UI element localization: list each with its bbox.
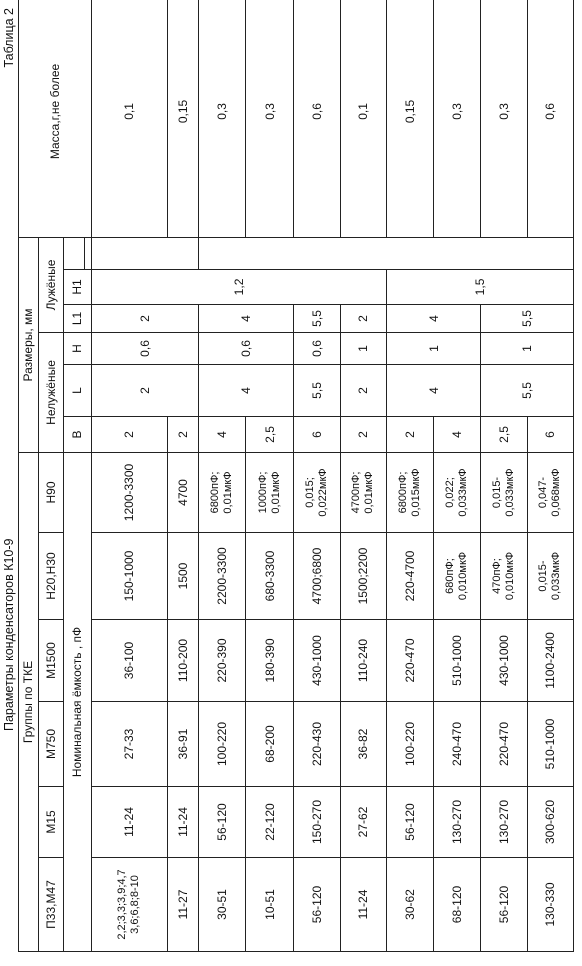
cell-p33-m47: 30-62	[386, 858, 433, 952]
header-mass: Масса,г,не более	[19, 0, 92, 237]
cell-dim-h: 1	[340, 332, 386, 364]
cell-mass: 0,6	[294, 0, 340, 237]
cell-m750: 36-91	[168, 702, 198, 787]
header-nominal-capacity: Номинальная ёмкость , пФ	[64, 452, 91, 951]
header-dim-h: H	[64, 332, 91, 364]
cell-dim-l: 4	[198, 364, 294, 416]
cell-dim-l: 5,5	[294, 364, 340, 416]
cell-h20-h30: 2200-3300	[198, 533, 245, 620]
cell-p33-m47: 11-24	[340, 858, 386, 952]
cell-dim-l1: 5,5	[481, 304, 574, 332]
cell-empty	[198, 237, 573, 269]
cell-m15: 300-620	[527, 787, 573, 858]
cell-b: 4	[434, 416, 481, 452]
cell-m1500: 220-390	[198, 620, 245, 702]
cell-m1500: 1100-2400	[527, 620, 573, 702]
cell-dim-l: 4	[386, 364, 481, 416]
cell-m1500: 220-470	[386, 620, 433, 702]
header-group-m1500: М1500	[38, 620, 63, 702]
cell-h90: 0,015- 0,033мкФ	[491, 468, 517, 517]
header-dim-b: B	[64, 416, 91, 452]
table-number: Таблица 2	[2, 8, 16, 68]
cell-dim-l: 2	[91, 364, 198, 416]
header-group-p33-m47: П33,М47	[38, 858, 63, 952]
cell-p33-m47: 10-51	[245, 858, 293, 952]
cell-m750: 100-220	[386, 702, 433, 787]
cell-dim-h: 0,6	[198, 332, 294, 364]
cell-mass: 0,3	[434, 0, 481, 237]
cell-h20-h30: 680-3300	[245, 533, 293, 620]
header-dim-l1: L1	[64, 304, 91, 332]
cell-mass: 0,1	[340, 0, 386, 237]
cell-p33-m47: 56-120	[481, 858, 527, 952]
cell-mass: 0,6	[527, 0, 573, 237]
cell-p33-m47: 2,2;3,3;3,9;4,7 3,6;6,8;8-10	[116, 869, 142, 940]
cell-dim-l1: 4	[198, 304, 294, 332]
cell-m15: 56-120	[386, 787, 433, 858]
cell-m15: 11-24	[168, 787, 198, 858]
cell-h20-h30: 470пФ; 0,010мкФ	[491, 551, 517, 601]
header-group-h90: Н90	[38, 452, 63, 532]
cell-mass: 0,3	[198, 0, 245, 237]
cell-b: 4	[198, 416, 245, 452]
cell-p33-m47: 30-51	[198, 858, 245, 952]
header-group-m15: М15	[38, 787, 63, 858]
cell-h20-h30: 680пФ; 0,010мкФ	[444, 551, 470, 601]
cell-b: 6	[294, 416, 340, 452]
header-group-m750: М750	[38, 702, 63, 787]
cell-m750: 240-470	[434, 702, 481, 787]
cell-m750: 510-1000	[527, 702, 573, 787]
header-uncoated: Нелужёные	[38, 332, 63, 452]
cell-b: 2	[340, 416, 386, 452]
cell-mass: 0,3	[481, 0, 527, 237]
cell-p33-m47: 130-330	[527, 858, 573, 952]
cell-dim-l: 2	[340, 364, 386, 416]
cell-dim-h: 1	[386, 332, 481, 364]
cell-m15: 56-120	[198, 787, 245, 858]
cell-m1500: 430-1000	[294, 620, 340, 702]
cell-m1500: 110-200	[168, 620, 198, 702]
cell-m1500: 180-390	[245, 620, 293, 702]
cell-dim-l1: 2	[91, 304, 198, 332]
cell-m750: 36-82	[340, 702, 386, 787]
cell-h20-h30: 1500;2200	[340, 533, 386, 620]
table-title: Параметры конденсаторов К10-9	[2, 538, 16, 731]
cell-m15: 150-270	[294, 787, 340, 858]
header-dimensions: Размеры, мм	[19, 237, 39, 452]
cell-h20-h30: 4700;6800	[294, 533, 340, 620]
cell-mass: 0,1	[91, 0, 168, 237]
cell-m15: 11-24	[91, 787, 168, 858]
cell-m15: 22-120	[245, 787, 293, 858]
cell-b: 2,5	[481, 416, 527, 452]
cell-h20-h30: 150-1000	[91, 533, 168, 620]
cell-mass: 0,15	[168, 0, 198, 237]
cell-h20-h30: 0,015- 0,033мкФ	[537, 551, 563, 601]
cell-dim-l1: 5,5	[294, 304, 340, 332]
cell-h90: 0,047- 0,068мкФ	[537, 468, 563, 517]
cell-dim-l1: 4	[386, 304, 481, 332]
cell-m1500: 510-1000	[434, 620, 481, 702]
cell-p33-m47: 11-27	[168, 858, 198, 952]
cell-h90: 0,022; 0,033мкФ	[444, 468, 470, 517]
header-group-h20-h30: Н20,Н30	[38, 533, 63, 620]
cell-b: 2	[386, 416, 433, 452]
cell-m750: 27-33	[91, 702, 168, 787]
cell-m1500: 110-240	[340, 620, 386, 702]
cell-m1500: 430-1000	[481, 620, 527, 702]
cell-b: 2	[168, 416, 198, 452]
header-coated: Лужёные	[38, 237, 63, 332]
cell-dim-h: 0,6	[294, 332, 340, 364]
cell-m750: 220-430	[294, 702, 340, 787]
cell-mass: 0,3	[245, 0, 293, 237]
cell-dim-l1: 2	[340, 304, 386, 332]
cell-m750: 100-220	[198, 702, 245, 787]
cell-m750: 68-200	[245, 702, 293, 787]
cell-h90: 1000пФ; 0,01мкФ	[256, 471, 282, 514]
cell-dim-h: 0,6	[91, 332, 198, 364]
cell-h90: 6800пФ; 0,01мкФ	[208, 471, 234, 514]
header-tke-groups: Группы по ТКЕ	[19, 452, 39, 951]
cell-p33-m47: 56-120	[294, 858, 340, 952]
cell-m15: 130-270	[434, 787, 481, 858]
cell-h90: 6800пФ; 0,015мкФ	[397, 468, 422, 517]
cell-dim-h1: 1,5	[386, 269, 573, 304]
cell-h90: 4700	[168, 452, 198, 532]
cell-h90: 0,015; 0,022мкФ	[303, 468, 329, 517]
cell-b: 2,5	[245, 416, 293, 452]
capacitor-parameters-table	[18, 0, 574, 952]
cell-dim-h: 1	[481, 332, 574, 364]
cell-m1500: 36-100	[91, 620, 168, 702]
cell-dim-h1: 1,2	[91, 269, 386, 304]
header-dim-h1: H1	[64, 269, 91, 304]
cell-h90: 1200-3300	[91, 452, 168, 532]
header-dim-l: L	[64, 364, 91, 416]
cell-m15: 27-62	[340, 787, 386, 858]
cell-mass: 0,15	[386, 0, 433, 237]
cell-m15: 130-270	[481, 787, 527, 858]
cell-m750: 220-470	[481, 702, 527, 787]
cell-b: 2	[91, 416, 168, 452]
header-spacer	[64, 237, 85, 269]
cell-h20-h30: 1500	[168, 533, 198, 620]
cell-h20-h30: 220-4700	[386, 533, 433, 620]
cell-b: 6	[527, 416, 573, 452]
cell-dim-l: 5,5	[481, 364, 574, 416]
cell-h90: 4700пФ; 0,01мкФ	[350, 471, 376, 514]
cell-empty	[91, 237, 198, 269]
cell-p33-m47: 68-120	[434, 858, 481, 952]
